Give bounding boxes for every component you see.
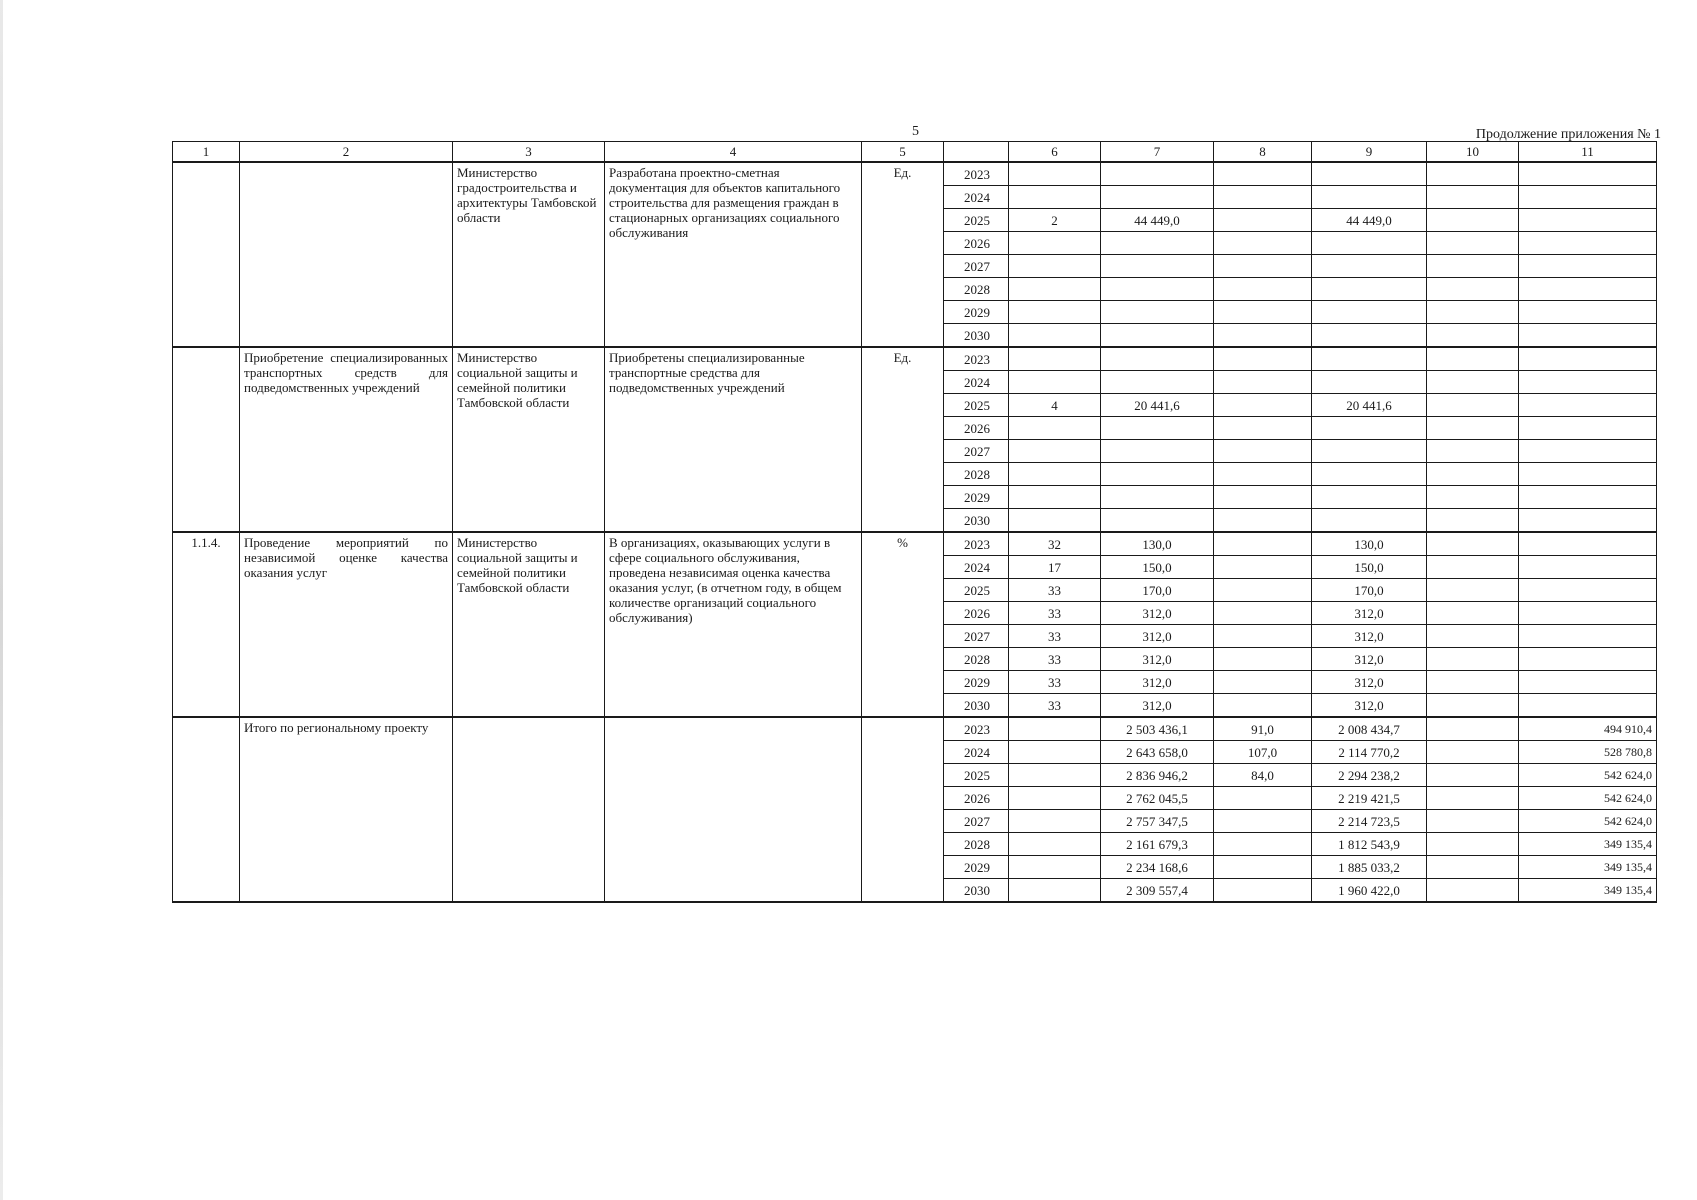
total-amount: 2 503 436,1 xyxy=(1101,717,1214,741)
other-amount: 542 624,0 xyxy=(1519,787,1657,810)
year-cell: 2029 xyxy=(944,856,1009,879)
other-amount xyxy=(1519,602,1657,625)
other-amount: 349 135,4 xyxy=(1519,856,1657,879)
federal-amount xyxy=(1214,648,1312,671)
federal-amount xyxy=(1214,671,1312,694)
federal-amount xyxy=(1214,324,1312,348)
local-amount xyxy=(1427,833,1519,856)
year-cell: 2026 xyxy=(944,602,1009,625)
header-cell xyxy=(944,142,1009,163)
row-number xyxy=(173,347,240,532)
other-amount xyxy=(1519,371,1657,394)
federal-amount xyxy=(1214,162,1312,186)
local-amount xyxy=(1427,486,1519,509)
other-amount: 542 624,0 xyxy=(1519,810,1657,833)
year-cell: 2025 xyxy=(944,764,1009,787)
local-amount xyxy=(1427,186,1519,209)
indicator-value: 17 xyxy=(1009,556,1101,579)
federal-amount xyxy=(1214,417,1312,440)
local-amount xyxy=(1427,301,1519,324)
federal-amount xyxy=(1214,232,1312,255)
page-number: 5 xyxy=(912,124,919,139)
local-amount xyxy=(1427,278,1519,301)
other-amount xyxy=(1519,440,1657,463)
indicator-value: 33 xyxy=(1009,671,1101,694)
federal-amount xyxy=(1214,371,1312,394)
indicator-value xyxy=(1009,741,1101,764)
other-amount xyxy=(1519,463,1657,486)
regional-amount xyxy=(1312,463,1427,486)
other-amount xyxy=(1519,532,1657,556)
regional-amount: 1 885 033,2 xyxy=(1312,856,1427,879)
year-cell: 2027 xyxy=(944,810,1009,833)
federal-amount xyxy=(1214,255,1312,278)
local-amount xyxy=(1427,347,1519,371)
local-amount xyxy=(1427,255,1519,278)
local-amount xyxy=(1427,764,1519,787)
header-cell: 11 xyxy=(1519,142,1657,163)
regional-amount xyxy=(1312,255,1427,278)
indicator-value xyxy=(1009,486,1101,509)
other-amount xyxy=(1519,232,1657,255)
year-cell: 2029 xyxy=(944,486,1009,509)
table-body xyxy=(173,162,1657,902)
federal-amount xyxy=(1214,347,1312,371)
total-amount xyxy=(1101,162,1214,186)
indicator-value xyxy=(1009,764,1101,787)
local-amount xyxy=(1427,371,1519,394)
federal-amount xyxy=(1214,810,1312,833)
unit-cell: Ед. xyxy=(862,162,944,347)
federal-amount xyxy=(1214,509,1312,533)
year-cell: 2030 xyxy=(944,694,1009,718)
local-amount xyxy=(1427,532,1519,556)
year-cell: 2023 xyxy=(944,347,1009,371)
indicator-value: 33 xyxy=(1009,579,1101,602)
regional-amount xyxy=(1312,440,1427,463)
regional-amount: 1 812 543,9 xyxy=(1312,833,1427,856)
federal-amount xyxy=(1214,209,1312,232)
federal-amount xyxy=(1214,694,1312,718)
year-cell: 2027 xyxy=(944,255,1009,278)
table-row xyxy=(173,717,1657,741)
regional-amount xyxy=(1312,162,1427,186)
year-cell: 2023 xyxy=(944,162,1009,186)
federal-amount xyxy=(1214,440,1312,463)
total-amount: 312,0 xyxy=(1101,625,1214,648)
local-amount xyxy=(1427,879,1519,903)
regional-amount: 20 441,6 xyxy=(1312,394,1427,417)
total-amount: 2 234 168,6 xyxy=(1101,856,1214,879)
header-cell: 10 xyxy=(1427,142,1519,163)
other-amount xyxy=(1519,648,1657,671)
indicator-value: 33 xyxy=(1009,694,1101,718)
row-number xyxy=(173,717,240,902)
total-amount xyxy=(1101,371,1214,394)
other-amount: 528 780,8 xyxy=(1519,741,1657,764)
other-amount xyxy=(1519,579,1657,602)
regional-amount xyxy=(1312,417,1427,440)
regional-amount xyxy=(1312,509,1427,533)
local-amount xyxy=(1427,417,1519,440)
federal-amount: 91,0 xyxy=(1214,717,1312,741)
total-amount xyxy=(1101,440,1214,463)
local-amount xyxy=(1427,602,1519,625)
other-amount xyxy=(1519,278,1657,301)
local-amount xyxy=(1427,232,1519,255)
year-cell: 2025 xyxy=(944,394,1009,417)
year-cell: 2024 xyxy=(944,371,1009,394)
local-amount xyxy=(1427,856,1519,879)
regional-amount: 312,0 xyxy=(1312,671,1427,694)
regional-amount: 44 449,0 xyxy=(1312,209,1427,232)
regional-amount xyxy=(1312,347,1427,371)
indicator-value xyxy=(1009,787,1101,810)
federal-amount xyxy=(1214,602,1312,625)
other-amount: 542 624,0 xyxy=(1519,764,1657,787)
indicator-value xyxy=(1009,255,1101,278)
local-amount xyxy=(1427,579,1519,602)
local-amount xyxy=(1427,717,1519,741)
federal-amount xyxy=(1214,278,1312,301)
header-cell: 9 xyxy=(1312,142,1427,163)
federal-amount xyxy=(1214,625,1312,648)
indicator-value xyxy=(1009,186,1101,209)
total-amount: 130,0 xyxy=(1101,532,1214,556)
total-amount: 2 161 679,3 xyxy=(1101,833,1214,856)
year-cell: 2028 xyxy=(944,833,1009,856)
result-description: Приобретены специализированные транспортные средства для подведомственных учреждений xyxy=(605,347,862,532)
regional-amount: 2 219 421,5 xyxy=(1312,787,1427,810)
regional-amount: 2 294 238,2 xyxy=(1312,764,1427,787)
local-amount xyxy=(1427,556,1519,579)
year-cell: 2025 xyxy=(944,209,1009,232)
regional-amount: 312,0 xyxy=(1312,602,1427,625)
regional-amount: 2 214 723,5 xyxy=(1312,810,1427,833)
local-amount xyxy=(1427,209,1519,232)
regional-amount: 1 960 422,0 xyxy=(1312,879,1427,903)
indicator-value: 33 xyxy=(1009,648,1101,671)
year-cell: 2028 xyxy=(944,278,1009,301)
other-amount xyxy=(1519,625,1657,648)
regional-amount: 150,0 xyxy=(1312,556,1427,579)
other-amount xyxy=(1519,694,1657,718)
header-cell: 6 xyxy=(1009,142,1101,163)
total-amount: 2 757 347,5 xyxy=(1101,810,1214,833)
year-cell: 2028 xyxy=(944,648,1009,671)
indicator-value xyxy=(1009,879,1101,903)
total-amount xyxy=(1101,232,1214,255)
regional-amount: 130,0 xyxy=(1312,532,1427,556)
indicator-value xyxy=(1009,301,1101,324)
indicator-value: 2 xyxy=(1009,209,1101,232)
other-amount xyxy=(1519,347,1657,371)
indicator-value xyxy=(1009,347,1101,371)
indicator-value xyxy=(1009,509,1101,533)
row-number: 1.1.4. xyxy=(173,532,240,717)
federal-amount: 107,0 xyxy=(1214,741,1312,764)
federal-amount xyxy=(1214,556,1312,579)
local-amount xyxy=(1427,741,1519,764)
header-cell: 4 xyxy=(605,142,862,163)
table-row xyxy=(173,347,1657,371)
header-cell: 8 xyxy=(1214,142,1312,163)
regional-amount xyxy=(1312,301,1427,324)
indicator-value xyxy=(1009,810,1101,833)
regional-amount: 312,0 xyxy=(1312,648,1427,671)
indicator-value xyxy=(1009,717,1101,741)
regional-amount xyxy=(1312,232,1427,255)
local-amount xyxy=(1427,463,1519,486)
indicator-value xyxy=(1009,278,1101,301)
measure-name: Итого по региональному проекту xyxy=(240,717,453,902)
other-amount xyxy=(1519,324,1657,348)
total-amount xyxy=(1101,509,1214,533)
regional-amount xyxy=(1312,278,1427,301)
indicator-value xyxy=(1009,232,1101,255)
responsible-ministry: Министерство градостроительства и архитектуры Тамбовской области xyxy=(453,162,605,347)
total-amount xyxy=(1101,255,1214,278)
other-amount xyxy=(1519,162,1657,186)
header-cell: 1 xyxy=(173,142,240,163)
other-amount xyxy=(1519,209,1657,232)
total-amount: 2 643 658,0 xyxy=(1101,741,1214,764)
federal-amount xyxy=(1214,394,1312,417)
federal-amount xyxy=(1214,579,1312,602)
federal-amount xyxy=(1214,463,1312,486)
year-cell: 2027 xyxy=(944,440,1009,463)
regional-amount: 2 008 434,7 xyxy=(1312,717,1427,741)
other-amount xyxy=(1519,556,1657,579)
other-amount: 349 135,4 xyxy=(1519,833,1657,856)
measure-name: Проведение мероприятий по независимой оценке качества оказания услуг xyxy=(240,532,453,717)
year-cell: 2030 xyxy=(944,509,1009,533)
total-amount xyxy=(1101,301,1214,324)
table-row xyxy=(173,162,1657,186)
regional-amount xyxy=(1312,486,1427,509)
regional-amount: 170,0 xyxy=(1312,579,1427,602)
year-cell: 2029 xyxy=(944,671,1009,694)
total-amount xyxy=(1101,186,1214,209)
local-amount xyxy=(1427,810,1519,833)
year-cell: 2029 xyxy=(944,301,1009,324)
header-cell: 3 xyxy=(453,142,605,163)
federal-amount xyxy=(1214,856,1312,879)
total-amount: 170,0 xyxy=(1101,579,1214,602)
federal-amount xyxy=(1214,787,1312,810)
other-amount xyxy=(1519,671,1657,694)
regional-amount xyxy=(1312,186,1427,209)
indicator-value xyxy=(1009,833,1101,856)
regional-amount: 2 114 770,2 xyxy=(1312,741,1427,764)
total-amount: 312,0 xyxy=(1101,602,1214,625)
other-amount xyxy=(1519,394,1657,417)
total-amount: 2 762 045,5 xyxy=(1101,787,1214,810)
indicator-value: 33 xyxy=(1009,602,1101,625)
other-amount xyxy=(1519,486,1657,509)
year-cell: 2028 xyxy=(944,463,1009,486)
other-amount xyxy=(1519,186,1657,209)
year-cell: 2030 xyxy=(944,324,1009,348)
unit-cell: % xyxy=(862,532,944,717)
total-amount: 312,0 xyxy=(1101,648,1214,671)
total-amount: 2 836 946,2 xyxy=(1101,764,1214,787)
year-cell: 2024 xyxy=(944,741,1009,764)
total-amount xyxy=(1101,417,1214,440)
scan-edge xyxy=(0,0,3,1200)
header-row xyxy=(173,142,1657,163)
budget-table xyxy=(172,141,1657,903)
local-amount xyxy=(1427,324,1519,348)
header-cell: 5 xyxy=(862,142,944,163)
year-cell: 2026 xyxy=(944,787,1009,810)
responsible-ministry xyxy=(453,717,605,902)
indicator-value xyxy=(1009,162,1101,186)
year-cell: 2023 xyxy=(944,717,1009,741)
total-amount xyxy=(1101,324,1214,348)
indicator-value xyxy=(1009,371,1101,394)
regional-amount: 312,0 xyxy=(1312,625,1427,648)
federal-amount xyxy=(1214,833,1312,856)
total-amount: 44 449,0 xyxy=(1101,209,1214,232)
local-amount xyxy=(1427,671,1519,694)
indicator-value: 32 xyxy=(1009,532,1101,556)
indicator-value xyxy=(1009,856,1101,879)
federal-amount xyxy=(1214,486,1312,509)
regional-amount xyxy=(1312,371,1427,394)
table-row xyxy=(173,532,1657,556)
local-amount xyxy=(1427,787,1519,810)
unit-cell xyxy=(862,717,944,902)
responsible-ministry: Министерство социальной защиты и семейной политики Тамбовской области xyxy=(453,347,605,532)
year-cell: 2024 xyxy=(944,556,1009,579)
total-amount xyxy=(1101,347,1214,371)
other-amount xyxy=(1519,509,1657,533)
local-amount xyxy=(1427,509,1519,533)
indicator-value xyxy=(1009,463,1101,486)
local-amount xyxy=(1427,694,1519,718)
result-description xyxy=(605,717,862,902)
total-amount: 312,0 xyxy=(1101,694,1214,718)
responsible-ministry: Министерство социальной защиты и семейной политики Тамбовской области xyxy=(453,532,605,717)
federal-amount: 84,0 xyxy=(1214,764,1312,787)
indicator-value xyxy=(1009,324,1101,348)
regional-amount xyxy=(1312,324,1427,348)
regional-amount: 312,0 xyxy=(1312,694,1427,718)
federal-amount xyxy=(1214,532,1312,556)
other-amount: 349 135,4 xyxy=(1519,879,1657,903)
local-amount xyxy=(1427,394,1519,417)
federal-amount xyxy=(1214,879,1312,903)
result-description: Разработана проектно-сметная документация для объектов капитального строительства для размещения граждан в стационарных организациях социального обслуживания xyxy=(605,162,862,347)
year-cell: 2023 xyxy=(944,532,1009,556)
federal-amount xyxy=(1214,301,1312,324)
total-amount: 312,0 xyxy=(1101,671,1214,694)
year-cell: 2026 xyxy=(944,232,1009,255)
year-cell: 2027 xyxy=(944,625,1009,648)
other-amount xyxy=(1519,255,1657,278)
other-amount: 494 910,4 xyxy=(1519,717,1657,741)
total-amount xyxy=(1101,463,1214,486)
other-amount xyxy=(1519,301,1657,324)
unit-cell: Ед. xyxy=(862,347,944,532)
header-cell: 2 xyxy=(240,142,453,163)
local-amount xyxy=(1427,162,1519,186)
indicator-value xyxy=(1009,440,1101,463)
year-cell: 2026 xyxy=(944,417,1009,440)
federal-amount xyxy=(1214,186,1312,209)
header-cell: 7 xyxy=(1101,142,1214,163)
local-amount xyxy=(1427,625,1519,648)
total-amount xyxy=(1101,278,1214,301)
result-description: В организациях, оказывающих услуги в сфере социального обслуживания, проведена независимая оценка качества оказания услуг, (в отчетном году, в общем количестве организаций социального обслуживания) xyxy=(605,532,862,717)
measure-name xyxy=(240,162,453,347)
local-amount xyxy=(1427,440,1519,463)
local-amount xyxy=(1427,648,1519,671)
total-amount: 150,0 xyxy=(1101,556,1214,579)
continuation-label: Продолжение приложения № 1 xyxy=(1475,127,1661,142)
year-cell: 2025 xyxy=(944,579,1009,602)
indicator-value: 33 xyxy=(1009,625,1101,648)
total-amount: 2 309 557,4 xyxy=(1101,879,1214,903)
measure-name: Приобретение специализированных транспортных средств для подведомственных учреждений xyxy=(240,347,453,532)
indicator-value: 4 xyxy=(1009,394,1101,417)
total-amount xyxy=(1101,486,1214,509)
row-number xyxy=(173,162,240,347)
other-amount xyxy=(1519,417,1657,440)
total-amount: 20 441,6 xyxy=(1101,394,1214,417)
year-cell: 2030 xyxy=(944,879,1009,903)
indicator-value xyxy=(1009,417,1101,440)
year-cell: 2024 xyxy=(944,186,1009,209)
